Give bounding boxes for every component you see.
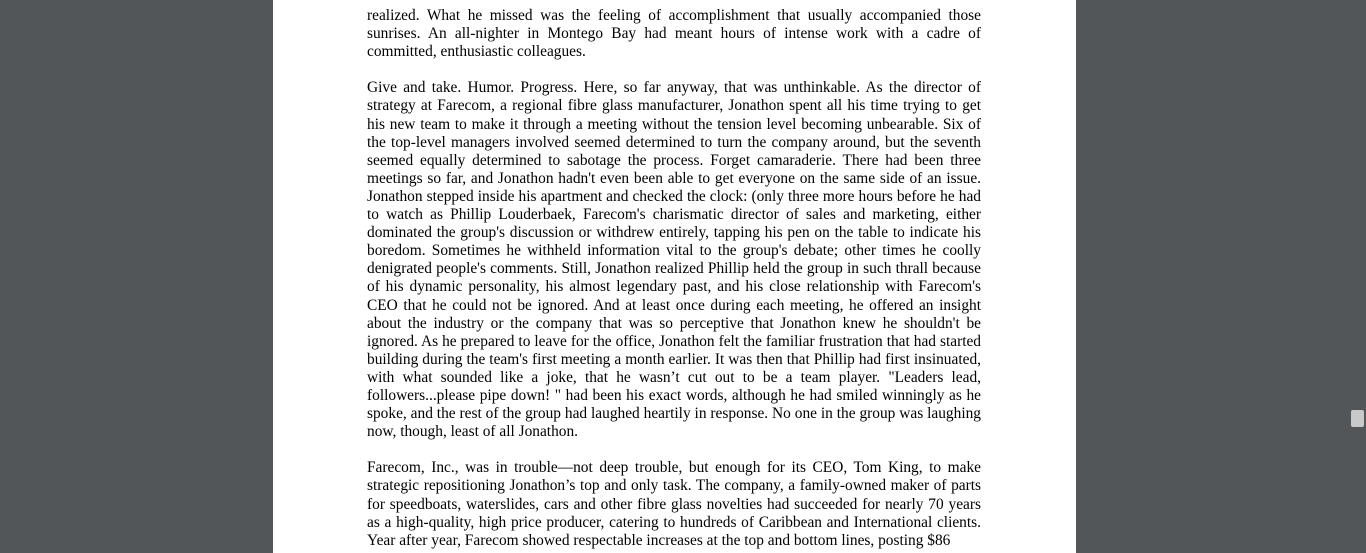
document-page (273, 0, 1076, 553)
paragraph-2: Give and take. Humor. Progress. Here, so far anyway, that was unthinkable. As the director of strategy at Farecom, a regional fibre glass manufacturer, Jonathon spent all his time trying to get his new team to make it through a meeting without the tension level becoming unbearable. Six of the top-level managers involved seemed determined to turn the company around, but the seventh seemed equally determined to sabotage the process. Forget camaraderie. There had been three meetings so far, and Jonathon hadn't even been able to get everyone on the same side of an issue. Jonathon stepped inside his apartment and checked the clock: (only three more hours before he had to watch as Phillip Louderbaek, Farecom's charismatic director of sales and marketing, either dominated the group's discussion or withdrew entirely, tapping his pen on the table to indicate his boredom. Sometimes he withheld information vital to the group's debate; other times he coolly denigrated people's comments. Still, Jonathon realized Phillip held the group in such thrall because of his dynamic personality, his almost legendary past, and his close relationship with Farecom's CEO that he could not be ignored. And at least once during each meeting, he offered an insight about the industry or the company that was so perceptive that Jonathon knew he shouldn't be ignored. As he prepared to leave for the office, Jonathon felt the familiar frustration that had started building during the team's first meeting a month earlier. It was then that Phillip had first insinuated, with what sounded like a joke, that he wasn’t cut out to be a team player. "Leaders lead, followers...please pipe down! " had been his exact words, although he had smiled winningly as he spoke, and the rest of the group had laughed heartily in response. No one in the group was laughing now, though, least of all Jonathon. (367, 79, 981, 441)
paragraph-3: Farecom, Inc., was in trouble—not deep trouble, but enough for its CEO, Tom King, to make strategic repositioning Jonathon’s top and only task. The company, a family-owned maker of parts for speedboats, waterslides, cars and other fibre glass novelties had succeeded for nearly 70 years as a high-quality, high price producer, catering to hundreds of Caribbean and International clients. Year after year, Farecom showed respectable increases at the top and bottom lines, posting $86 (367, 459, 981, 549)
page-text (367, 7, 981, 553)
scrollbar-thumb[interactable] (1351, 410, 1364, 427)
vertical-scrollbar[interactable] (1349, 0, 1366, 553)
paragraph-1: realized. What he missed was the feeling of accomplishment that usually accompanied those sunrises. An all-nighter in Montego Bay had meant hours of intense work with a cadre of committed, enthusiastic colleagues. (367, 7, 981, 61)
